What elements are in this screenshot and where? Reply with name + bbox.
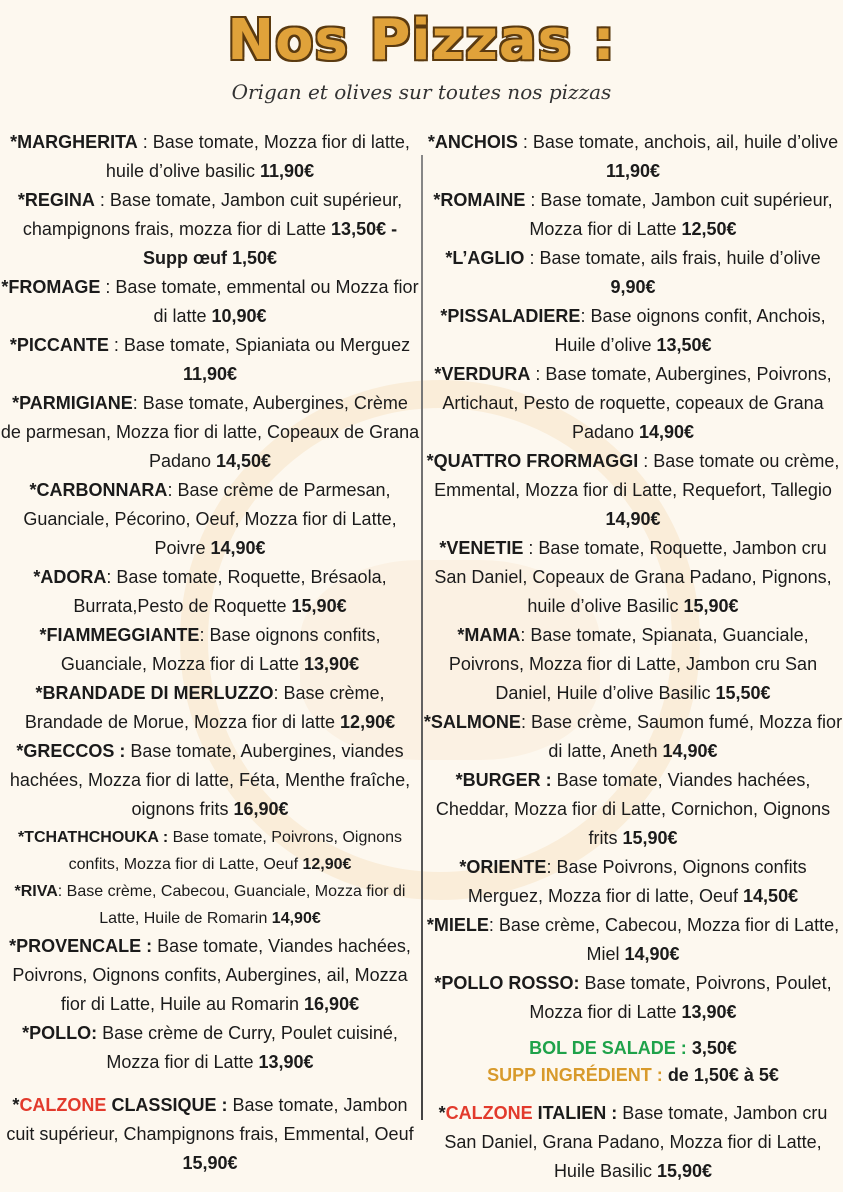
right-column xyxy=(423,128,843,1186)
supp-label: SUPP INGRÉDIENT : xyxy=(487,1065,663,1085)
pizza-price: 13,50€ - Supp œuf 1,50€ xyxy=(142,219,398,268)
pizza-name: *MAMA xyxy=(457,625,521,645)
pizza-name: *VERDURA xyxy=(434,364,531,384)
menu-item xyxy=(423,766,843,853)
calzone-classique xyxy=(0,1091,420,1178)
pizza-price: 15,90€ xyxy=(291,596,347,616)
pizza-price: 14,90€ xyxy=(271,910,321,927)
menu-item xyxy=(423,244,843,302)
pizza-price: 14,90€ xyxy=(639,422,695,442)
pizza-name: *QUATTRO FRORMAGGI xyxy=(426,451,639,471)
pizza-name: *POLLO: xyxy=(22,1023,98,1043)
calzone-label: CALZONE xyxy=(445,1103,533,1123)
page-title: Nos Pizzas : xyxy=(227,8,616,73)
left-column xyxy=(0,128,420,1178)
pizza-name: *REGINA xyxy=(17,190,95,210)
pizza-name: *TCHATHCHOUKA : xyxy=(17,829,169,846)
pizza-price: 12,90€ xyxy=(340,712,396,732)
pizza-name: *FROMAGE xyxy=(1,277,101,297)
pizza-price: 16,90€ xyxy=(304,994,360,1014)
pizza-price: 11,90€ xyxy=(260,161,315,181)
menu-item xyxy=(423,447,843,534)
pizza-name: *L’AGLIO xyxy=(445,248,525,268)
menu-item xyxy=(423,853,843,911)
pizza-desc: : Base tomate, emmental ou Mozza fior di latte xyxy=(100,277,419,326)
pizza-price: 14,50€ xyxy=(743,886,799,906)
extras-salade xyxy=(423,1035,843,1062)
menu-item xyxy=(0,273,420,331)
pizza-price: 14,90€ xyxy=(624,944,680,964)
salade-price: 3,50€ xyxy=(691,1038,737,1058)
pizza-price: 14,90€ xyxy=(210,538,266,558)
menu-item xyxy=(0,932,420,1019)
pizza-name: *PISSALADIERE xyxy=(440,306,581,326)
menu-item xyxy=(0,878,420,932)
menu-item xyxy=(0,737,420,824)
pizza-desc: Base crème de Curry, Poulet cuisiné, Mozza fior di Latte xyxy=(97,1023,398,1072)
menu-item xyxy=(0,186,420,273)
calzone-name: CLASSIQUE : xyxy=(106,1095,228,1115)
pizza-desc: : Base crème, Brandade de Morue, Mozza fior di latte xyxy=(24,683,385,732)
calzone-desc: Base tomate, Jambon cru San Daniel, Grana Padano, Mozza fior di Latte, Huile Basilic xyxy=(444,1103,828,1181)
menu-item xyxy=(0,1019,420,1077)
menu-item xyxy=(0,128,420,186)
pizza-price: 12,50€ xyxy=(681,219,737,239)
pizza-desc: : Base crème, Cabecou, Mozza fior di Latte, Miel xyxy=(488,915,840,964)
pizza-name: *VENETIE xyxy=(439,538,524,558)
pizza-price: 13,90€ xyxy=(258,1052,314,1072)
pizza-name: *FIAMMEGGIANTE xyxy=(39,625,200,645)
calzone-price: 15,90€ xyxy=(656,1161,713,1181)
menu-item xyxy=(423,186,843,244)
pizza-desc: : Base tomate, Roquette, Brésaola, Burrata,Pesto de Roquette xyxy=(73,567,387,616)
pizza-price: 11,90€ xyxy=(182,364,238,384)
pizza-name: *PICCANTE xyxy=(9,335,109,355)
menu-item xyxy=(423,708,843,766)
pizza-price: 14,90€ xyxy=(662,741,718,761)
pizza-name: *PROVENCALE : xyxy=(9,936,153,956)
menu-item xyxy=(423,128,843,186)
pizza-desc: : Base tomate, Roquette, Jambon cru San Daniel, Copeaux de Grana Padano, Pignons, huile d’olive Basilic xyxy=(434,538,832,616)
pizza-desc: Base tomate, Viandes hachées, Cheddar, Mozza fior di Latte, Cornichon, Oignons frits xyxy=(435,770,831,848)
menu-item xyxy=(0,824,420,878)
menu-item xyxy=(423,911,843,969)
pizza-desc: : Base tomate, Mozza fior di latte, huile d’olive basilic xyxy=(105,132,410,181)
supp-price: de 1,50€ à 5€ xyxy=(667,1065,779,1085)
salade-label: BOL DE SALADE : xyxy=(529,1038,687,1058)
pizza-price: 13,90€ xyxy=(304,654,360,674)
pizza-desc: : Base tomate, Jambon cuit supérieur, champignons frais, mozza fior di Latte xyxy=(22,190,403,239)
pizza-price: 13,50€ xyxy=(656,335,712,355)
pizza-price: 15,90€ xyxy=(683,596,739,616)
pizza-desc: : Base tomate, Spianiata ou Merguez xyxy=(108,335,411,355)
pizza-name: *ADORA xyxy=(33,567,107,587)
pizza-name: *GRECCOS : xyxy=(16,741,126,761)
calzone-italien xyxy=(423,1099,843,1186)
menu-item xyxy=(0,331,420,389)
pizza-price: 12,90€ xyxy=(302,856,352,873)
pizza-desc: : Base tomate, Aubergines, Poivrons, Artichaut, Pesto de roquette, copeaux de Grana Padano xyxy=(442,364,832,442)
calzone-desc: Base tomate, Jambon cuit supérieur, Champignons frais, Emmental, Oeuf xyxy=(6,1095,414,1144)
pizza-desc: : Base tomate, anchois, ail, huile d’olive xyxy=(517,132,839,152)
pizza-price: 9,90€ xyxy=(610,277,656,297)
pizza-desc: Base tomate, Aubergines, viandes hachées, Mozza fior di latte, Féta, Menthe fraîche, oignons frits xyxy=(9,741,411,819)
pizza-desc: : Base tomate, Spianata, Guanciale, Poivrons, Mozza fior di Latte, Jambon cru San Daniel, Huile d’olive Basilic xyxy=(448,625,818,703)
calzone-price: 15,90€ xyxy=(182,1153,238,1173)
pizza-desc: : Base tomate ou crème, Emmental, Mozza fior di Latte, Requefort, Tallegio xyxy=(434,451,840,500)
calzone-star: * xyxy=(12,1095,20,1115)
menu-item xyxy=(423,360,843,447)
pizza-name: *ORIENTE xyxy=(459,857,547,877)
pizza-name: *SALMONE xyxy=(423,712,521,732)
pizza-price: 11,90€ xyxy=(605,161,661,181)
pizza-desc: : Base crème, Cabecou, Guanciale, Mozza fior di Latte, Huile de Romarin xyxy=(57,883,406,927)
pizza-name: *MARGHERITA xyxy=(10,132,138,152)
pizza-desc: Base tomate, Poivrons, Oignons confits, Mozza fior di Latte, Oeuf xyxy=(68,829,403,873)
pizza-price: 13,90€ xyxy=(681,1002,737,1022)
pizza-desc: : Base Poivrons, Oignons confits Merguez, Mozza fior di latte, Oeuf xyxy=(467,857,807,906)
pizza-desc: Base tomate, Viandes hachées, Poivrons, Oignons confits, Aubergines, ail, Mozza fior di Latte, Huile au Romarin xyxy=(12,936,411,1014)
page-subtitle: Origan et olives sur toutes nos pizzas xyxy=(231,80,612,104)
pizza-desc: : Base crème de Parmesan, Guanciale, Pécorino, Oeuf, Mozza fior di Latte, Poivre xyxy=(23,480,397,558)
pizza-desc: : Base oignons confits, Guanciale, Mozza fior di Latte xyxy=(60,625,381,674)
pizza-price: 16,90€ xyxy=(233,799,289,819)
pizza-name: *BRANDADE DI MERLUZZO xyxy=(35,683,274,703)
menu-item xyxy=(0,679,420,737)
extras-supp xyxy=(423,1062,843,1089)
calzone-name: ITALIEN : xyxy=(532,1103,618,1123)
menu-item xyxy=(0,621,420,679)
pizza-price: 10,90€ xyxy=(211,306,267,326)
pizza-name: *ANCHOIS xyxy=(427,132,518,152)
pizza-price: 15,50€ xyxy=(715,683,771,703)
pizza-desc: Base tomate, Poivrons, Poulet, Mozza fior di Latte xyxy=(529,973,832,1022)
pizza-name: *PARMIGIANE xyxy=(12,393,133,413)
pizza-price: 15,90€ xyxy=(622,828,678,848)
pizza-desc: : Base oignons confit, Anchois, Huile d’olive xyxy=(554,306,826,355)
pizza-price: 14,90€ xyxy=(605,509,661,529)
menu-item xyxy=(423,621,843,708)
menu-item xyxy=(0,476,420,563)
pizza-name: *POLLO ROSSO: xyxy=(434,973,580,993)
menu-item xyxy=(423,534,843,621)
pizza-name: *RIVA xyxy=(14,883,58,900)
pizza-name: *ROMAINE xyxy=(433,190,526,210)
menu-item xyxy=(423,969,843,1027)
pizza-desc: : Base crème, Saumon fumé, Mozza fior di latte, Aneth xyxy=(520,712,843,761)
left-pizza-list xyxy=(0,128,420,1077)
pizza-desc: : Base tomate, Jambon cuit supérieur, Mozza fior di Latte xyxy=(525,190,833,239)
pizza-name: *MIELE xyxy=(426,915,489,935)
pizza-desc: : Base tomate, ails frais, huile d’olive xyxy=(524,248,821,268)
calzone-star: * xyxy=(438,1103,446,1123)
menu-item xyxy=(0,389,420,476)
pizza-desc: : Base tomate, Aubergines, Crème de parmesan, Mozza fior di latte, Copeaux de Grana Padano xyxy=(0,393,420,471)
right-pizza-list xyxy=(423,128,843,1027)
pizza-price: 14,50€ xyxy=(216,451,272,471)
pizza-name: *CARBONNARA xyxy=(29,480,168,500)
menu-item xyxy=(423,302,843,360)
menu-item xyxy=(0,563,420,621)
calzone-label: CALZONE xyxy=(19,1095,107,1115)
pizza-name: *BURGER : xyxy=(455,770,552,790)
